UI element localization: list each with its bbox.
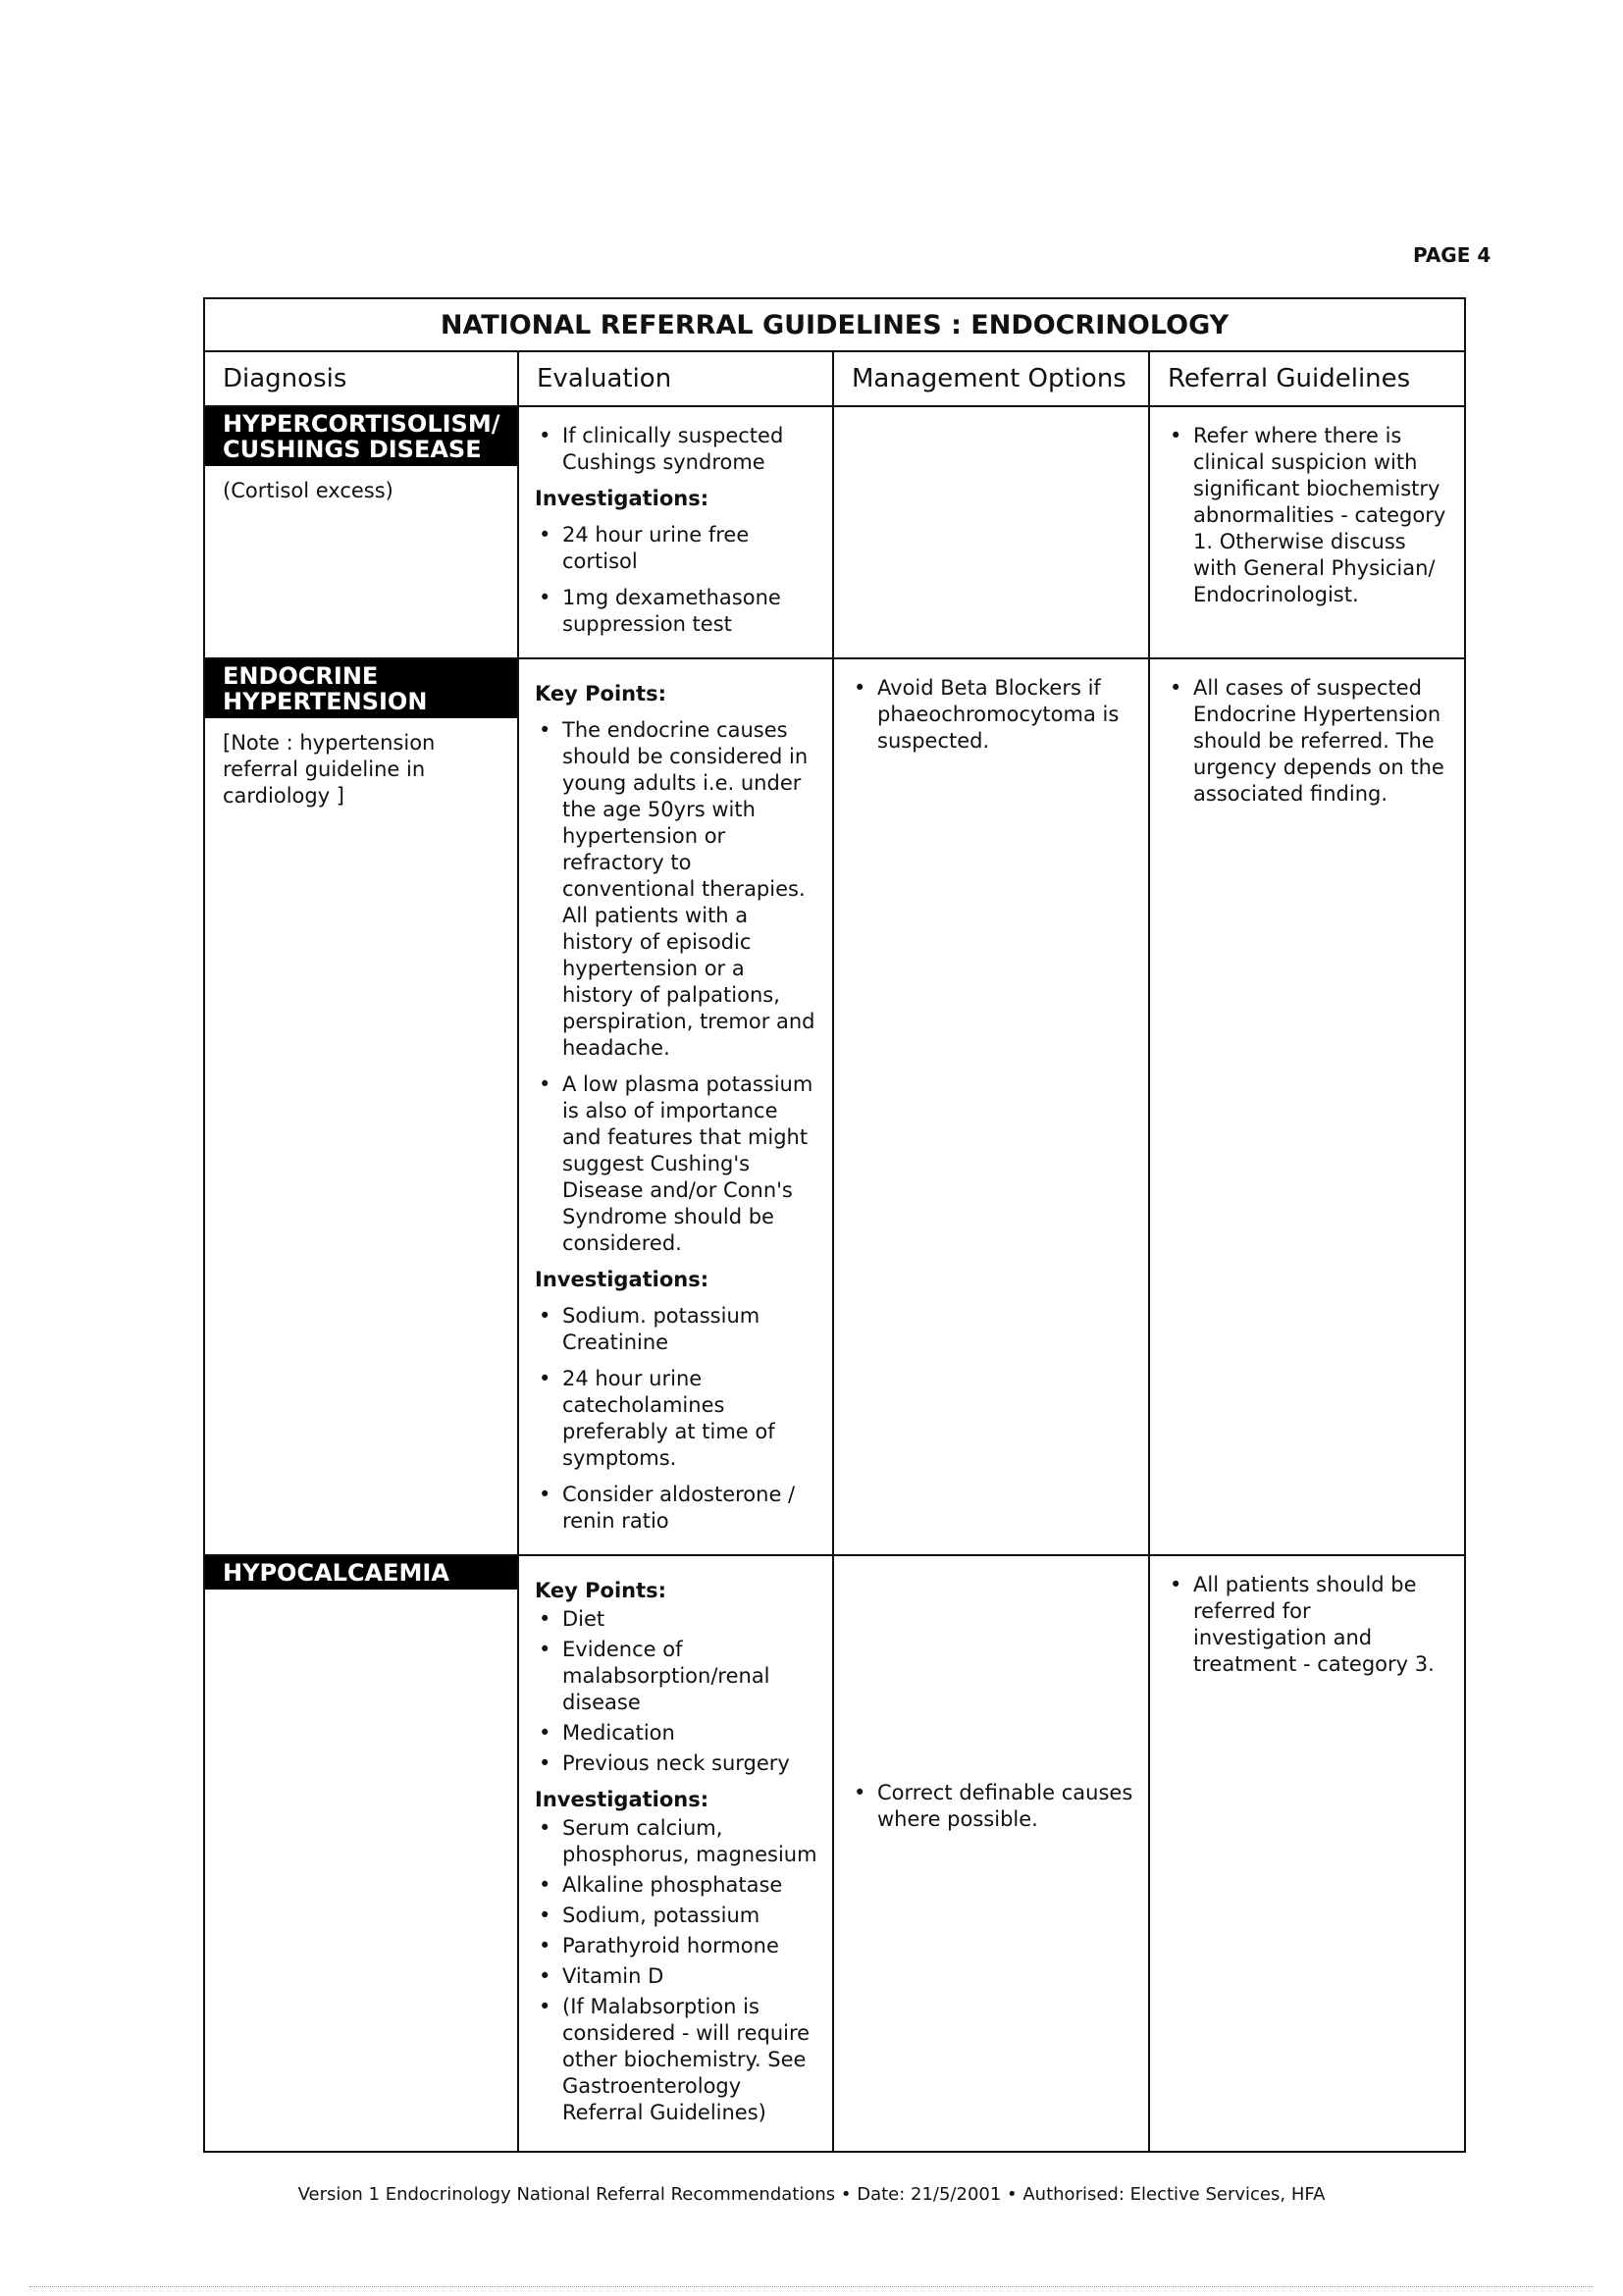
- investigations-label: Investigations:: [535, 1268, 709, 1291]
- table-row: [204, 406, 1465, 658]
- diagnosis-cell: [204, 658, 518, 1555]
- list-item: • Sodium, potassium: [535, 1903, 818, 1929]
- list-item: • 1mg dexamethasone suppression test: [535, 585, 818, 638]
- list-item: • Consider aldosterone / renin ratio: [535, 1482, 818, 1535]
- management-cell: [833, 1555, 1149, 2152]
- list-item: • All cases of suspected Endocrine Hypertension should be referred. The urgency depends on the associated finding.: [1166, 675, 1450, 808]
- management-cell: [833, 658, 1149, 1555]
- list-item: • Avoid Beta Blockers if phaeochromocytoma is suspected.: [850, 675, 1134, 755]
- list-item: • 24 hour urine free cortisol: [535, 522, 818, 575]
- list-item: • If clinically suspected Cushings syndrome: [535, 423, 818, 476]
- list-item: • Sodium. potassium Creatinine: [535, 1303, 818, 1356]
- key-points-label: Key Points:: [535, 682, 667, 705]
- diagnosis-note: (Cortisol excess): [223, 479, 393, 502]
- diagnosis-line: ENDOCRINE: [223, 662, 379, 690]
- referral-cell: [1149, 406, 1465, 658]
- list-item: • Parathyroid hormone: [535, 1933, 818, 1959]
- diagnosis-line: HYPERTENSION: [223, 688, 428, 715]
- column-header-management: Management Options: [833, 351, 1149, 406]
- column-header-referral: Referral Guidelines: [1149, 351, 1465, 406]
- table-title: NATIONAL REFERRAL GUIDELINES : ENDOCRINOLOGY: [204, 298, 1465, 351]
- list-item: • Previous neck surgery: [535, 1750, 818, 1777]
- list-item: • The endocrine causes should be considered in young adults i.e. under the age 50yrs with hypertension or refractory to conventional therapies. All patients with a history of episodic hypertension or a history of palpations, perspiration, tremor and headache.: [535, 717, 818, 1062]
- diagnosis-note: [Note : hypertension referral guideline in cardiology ]: [223, 731, 436, 808]
- list-item: • Refer where there is clinical suspicion with significant biochemistry abnormalities - category 1. Otherwise discuss with General Physician/ Endocrinologist.: [1166, 423, 1450, 608]
- key-points-label: Key Points:: [535, 1579, 667, 1602]
- list-item: • Serum calcium, phosphorus, magnesium: [535, 1815, 818, 1868]
- referral-cell: [1149, 658, 1465, 1555]
- scan-edge-divider: [29, 2286, 1594, 2287]
- list-item: • A low plasma potassium is also of importance and features that might suggest Cushing's Disease and/or Conn's Syndrome should be considered.: [535, 1071, 818, 1257]
- evaluation-cell: [518, 406, 833, 658]
- list-item: • All patients should be referred for investigation and treatment - category 3.: [1166, 1572, 1450, 1678]
- diagnosis-line: HYPOCALCAEMIA: [223, 1559, 449, 1587]
- evaluation-cell: [518, 1555, 833, 2152]
- diagnosis-label: [205, 659, 519, 718]
- investigations-label: Investigations:: [535, 487, 709, 510]
- table-row: [204, 1555, 1465, 2152]
- diagnosis-cell: [204, 406, 518, 658]
- list-item: • Vitamin D: [535, 1963, 818, 1990]
- list-item: • Medication: [535, 1720, 818, 1747]
- diagnosis-cell: [204, 1555, 518, 2152]
- column-header-evaluation: Evaluation: [518, 351, 833, 406]
- column-header-diagnosis: Diagnosis: [204, 351, 518, 406]
- diagnosis-label: [205, 1556, 519, 1590]
- list-item: • Diet: [535, 1606, 818, 1633]
- list-item: • Evidence of malabsorption/renal disease: [535, 1637, 818, 1716]
- list-item: • (If Malabsorption is considered - will require other biochemistry. See Gastroenterology Referral Guidelines): [535, 1994, 818, 2126]
- evaluation-cell: [518, 658, 833, 1555]
- page-footer: Version 1 Endocrinology National Referral Recommendations • Date: 21/5/2001 • Authorised: Elective Services, HFA: [297, 2184, 1326, 2205]
- referral-cell: [1149, 1555, 1465, 2152]
- investigations-label: Investigations:: [535, 1788, 709, 1811]
- page-number: PAGE 4: [1413, 243, 1492, 267]
- table-row: [204, 658, 1465, 1555]
- diagnosis-label: [205, 407, 519, 466]
- management-cell: [833, 406, 1149, 658]
- referral-guidelines-table: [203, 297, 1466, 2153]
- diagnosis-line: HYPERCORTISOLISM/: [223, 410, 500, 438]
- list-item: • 24 hour urine catecholamines preferably at time of symptoms.: [535, 1366, 818, 1472]
- list-item: • Alkaline phosphatase: [535, 1872, 818, 1899]
- list-item: • Correct definable causes where possible.: [850, 1780, 1134, 1833]
- diagnosis-line: CUSHINGS DISEASE: [223, 436, 482, 463]
